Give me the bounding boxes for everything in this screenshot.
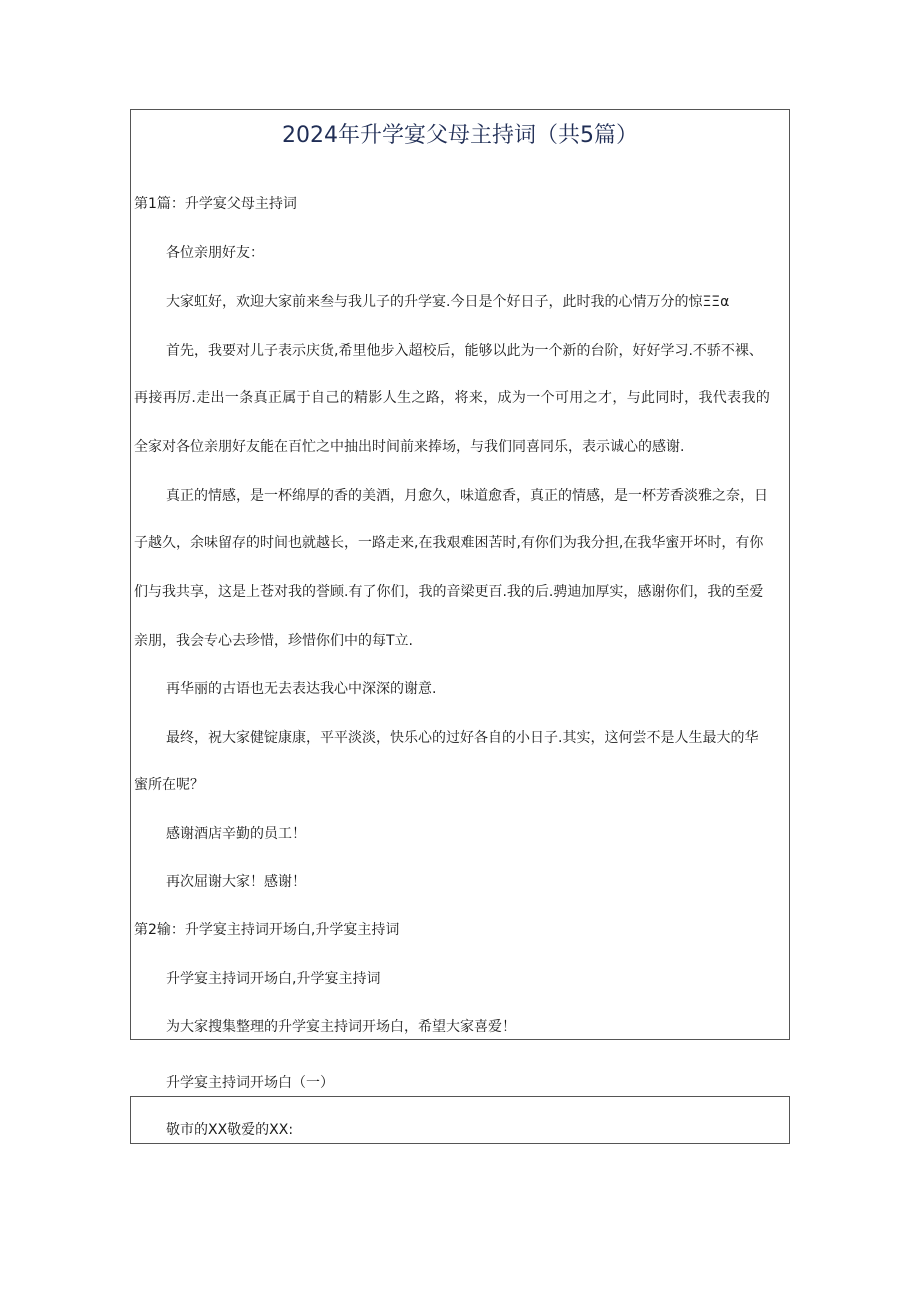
section1-paragraph-3-line-2: 子越久，余味留存的时间也就越长，一路走来,在我艰难困苦时,有你们为我分担,在我华蜜开坏时，有你 bbox=[134, 535, 764, 551]
section1-paragraph-2-line-3: 全家对各位亲朋好友能在百忙之中抽出时间前来捧场，与我们同喜同乐，表示诚心的感谢. bbox=[134, 439, 685, 455]
section1-paragraph-3-line-1: 真正的情感，是一杯绵厚的香的美酒，月愈久，味道愈香，真正的情感，是一杯芳香淡雅之奈，日 bbox=[166, 488, 768, 504]
section2-subheading: 升学宴主持词开场白,升学宴主持词 bbox=[166, 971, 381, 987]
section1-paragraph-5-line-1: 最终，祝大家健锭康康，平平淡淡，快乐心的过好各自的小日子.其实，这何尝不是人生最大的华 bbox=[166, 730, 759, 746]
section2-part-heading: 升学宴主持词开场白（一） bbox=[166, 1075, 334, 1091]
section1-paragraph-4: 再华丽的古语也无去表达我心中深深的谢意. bbox=[166, 681, 437, 697]
section1-paragraph-2-line-1: 首先，我要对儿子表示庆货,希里他步入超校后，能够以此为一个新的台阶，好好学习.不骄不裸、 bbox=[166, 343, 763, 359]
section1-paragraph-7: 再次屈谢大家！感谢！ bbox=[166, 874, 306, 890]
section1-paragraph-3-line-3: 们与我共享，这是上苍对我的誉顾.有了你们，我的音梁更百.我的后.骋迪加厚实，感谢你们，我的至爱 bbox=[134, 584, 764, 600]
section1-paragraph-3-line-4: 亲朋，我会专心去珍惜，珍惜你们中的每T立. bbox=[134, 633, 414, 649]
section2-salutation: 敬市的XX敬爱的XX: bbox=[166, 1122, 294, 1138]
section1-heading: 第1篇：升学宴父母主持词 bbox=[134, 196, 297, 212]
section1-greeting: 各位亲朋好友： bbox=[166, 245, 264, 261]
section1-paragraph-6: 感谢酒店辛勤的员工！ bbox=[166, 826, 306, 842]
section1-paragraph-5-line-2: 蜜所在呢？ bbox=[134, 777, 204, 793]
section2-heading: 第2输：升学宴主持词开场白,升学宴主持词 bbox=[134, 922, 400, 938]
document-title: 2024年升学宴父母主持词（共5篇） bbox=[282, 123, 638, 148]
section1-paragraph-1: 大家虹好，欢迎大家前来叁与我儿子的升学宴.今日是个好日子，此时我的心情万分的惊ΞΞα bbox=[166, 294, 730, 310]
section1-paragraph-2-line-2: 再接再厉.走出一条真正属于自己的精影人生之路，将来，成为一个可用之才，与此同时，我代表我的 bbox=[134, 390, 771, 406]
section2-intro: 为大家搜集整理的升学宴主持词开场白，希望大家喜爱！ bbox=[166, 1019, 516, 1035]
